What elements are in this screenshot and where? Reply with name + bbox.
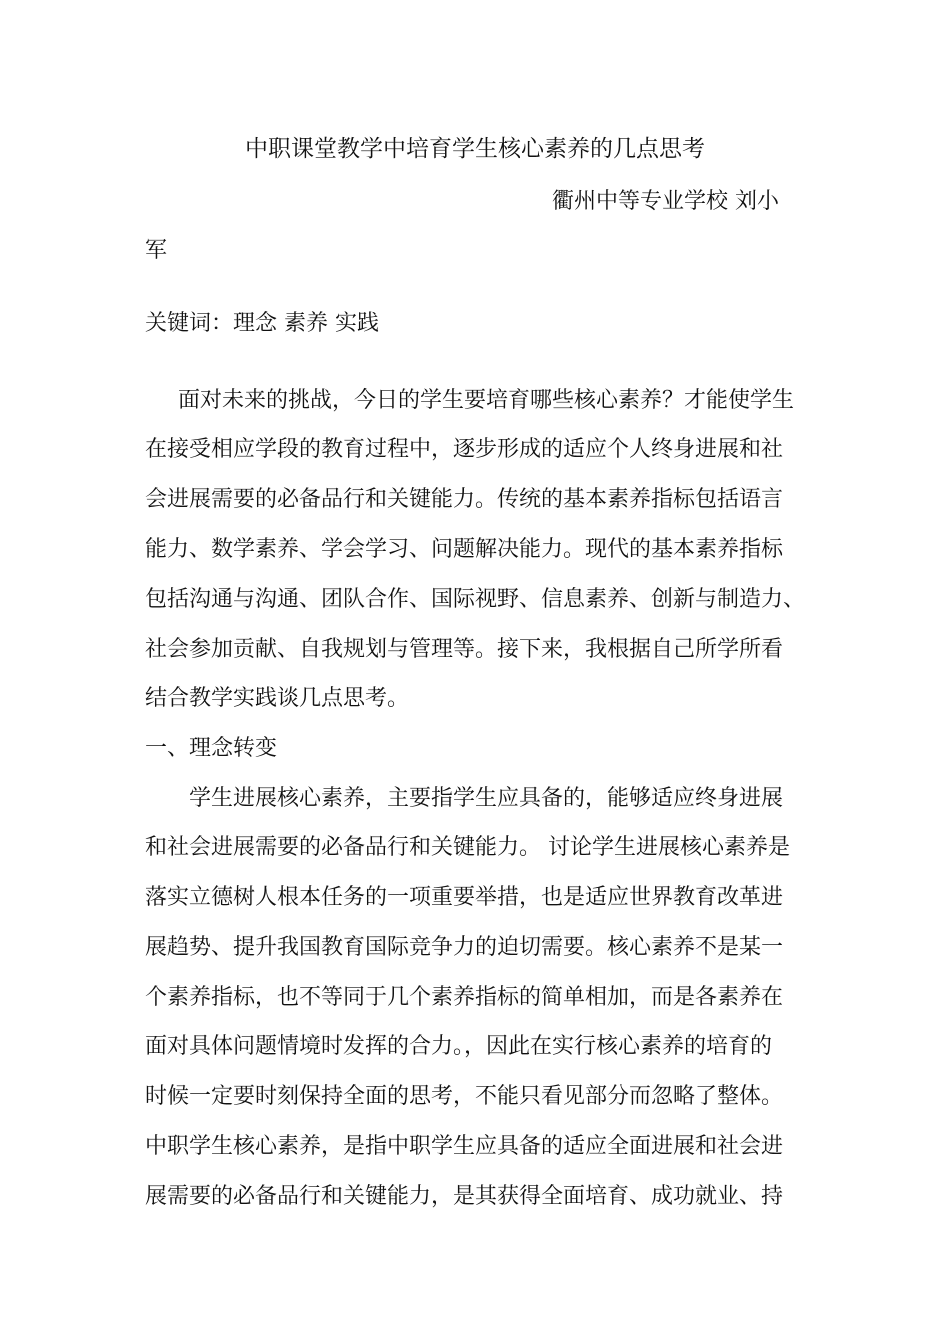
paragraph-line: 落实立德树人根本任务的一项重要举措，也是适应世界教育改革进 xyxy=(145,885,784,910)
paragraph-line: 在接受相应学段的教育过程中，逐步形成的适应个人终身进展和社 xyxy=(145,437,784,462)
paragraph-line: 社会参加贡献、自我规划与管理等。接下来，我根据自己所学所看 xyxy=(145,637,784,662)
paragraph-line: 个素养指标，也不等同于几个素养指标的简单相加，而是各素养在 xyxy=(145,985,784,1010)
author-name-wrap: 军 xyxy=(145,238,168,263)
paragraph-line: 展趋势、提升我国教育国际竞争力的迫切需要。核心素养不是某一 xyxy=(145,935,784,960)
document-title: 中职课堂教学中培育学生核心素养的几点思考 xyxy=(245,136,705,162)
paragraph-line: 会进展需要的必备品行和关键能力。传统的基本素养指标包括语言 xyxy=(145,487,784,512)
author-affiliation: 衢州中等专业学校 刘小 xyxy=(552,189,779,214)
section-heading: 一、理念转变 xyxy=(145,736,278,761)
paragraph-line: 时候一定要时刻保持全面的思考，不能只看见部分而忽略了整体。 xyxy=(145,1084,784,1109)
keywords-line: 关键词：理念 素养 实践 xyxy=(145,311,379,336)
paragraph-line: 结合教学实践谈几点思考。 xyxy=(145,686,410,711)
paragraph-line: 面对具体问题情境时发挥的合力。，因此在实行核心素养的培育的 xyxy=(145,1034,773,1059)
paragraph-line: 和社会进展需要的必备品行和关键能力。 讨论学生进展核心素养是 xyxy=(145,835,790,860)
paragraph-line: 中职学生核心素养，是指中职学生应具备的适应全面进展和社会进 xyxy=(145,1134,784,1159)
paragraph-line: 面对未来的挑战，今日的学生要培育哪些核心素养？才能使学生 xyxy=(178,388,795,413)
paragraph-line: 能力、数学素养、学会学习、问题解决能力。现代的基本素养指标 xyxy=(145,537,784,562)
paragraph-line: 展需要的必备品行和关键能力，是其获得全面培育、成功就业、持 xyxy=(145,1184,784,1209)
paragraph-line: 学生进展核心素养，主要指学生应具备的，能够适应终身进展 xyxy=(189,786,784,811)
paragraph-line: 包括沟通与沟通、团队合作、国际视野、信息素养、创新与制造力、 xyxy=(145,587,806,612)
